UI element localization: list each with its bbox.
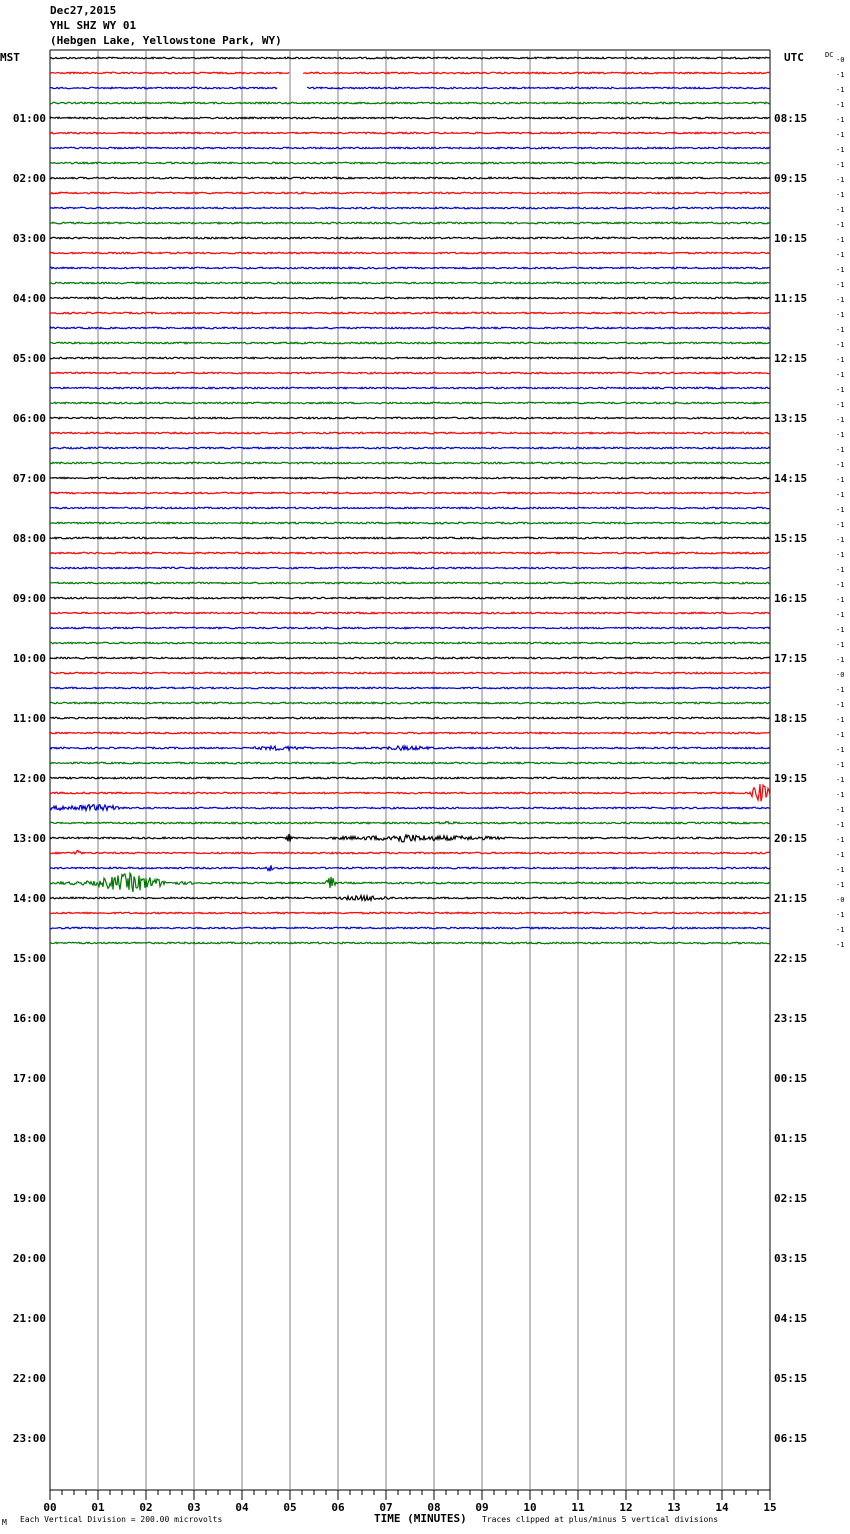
trace-line	[50, 117, 770, 119]
x-tick-label: 06	[331, 1501, 345, 1514]
trace-line	[50, 192, 770, 194]
utc-hour-label: 21:15	[774, 892, 808, 905]
utc-hour-label: 11:15	[774, 292, 808, 305]
trace-line	[50, 873, 770, 892]
mst-hour-label: 20:00	[12, 1252, 46, 1265]
utc-hour-label: 22:15	[774, 952, 808, 965]
trace-line	[50, 865, 770, 871]
x-tick-label: 09	[475, 1501, 489, 1514]
x-tick-label: 08	[427, 1501, 441, 1514]
x-tick-label: 13	[667, 1501, 681, 1514]
dc-offset-label: -1	[836, 71, 845, 79]
x-tick-label: 07	[379, 1501, 393, 1514]
dc-offset-label: -1	[836, 551, 845, 559]
mst-hour-label: 02:00	[12, 172, 46, 185]
trace-line	[50, 72, 770, 74]
utc-hour-label: 20:15	[774, 832, 808, 845]
x-axis-title: TIME (MINUTES)	[374, 1512, 467, 1525]
mst-hour-label: 18:00	[12, 1132, 46, 1145]
utc-hour-label: 17:15	[774, 652, 808, 665]
dc-offset-label: -1	[836, 836, 845, 844]
trace-line	[50, 552, 770, 554]
dc-offset-label: -1	[836, 236, 845, 244]
x-tick-label: 01	[91, 1501, 105, 1514]
utc-hour-label: 03:15	[774, 1252, 808, 1265]
dc-offset-label: -1	[836, 911, 845, 919]
utc-hour-label: 02:15	[774, 1192, 808, 1205]
dc-offset-label: -1	[836, 221, 845, 229]
dc-offset-label: -1	[836, 416, 845, 424]
dc-offset-label: -1	[836, 791, 845, 799]
trace-line	[50, 627, 770, 629]
dc-offset-label: -0	[836, 671, 845, 679]
dc-offset-label: -1	[836, 116, 845, 124]
trace-line	[50, 912, 770, 914]
trace-line	[50, 177, 770, 179]
dc-offset-label: -1	[836, 371, 845, 379]
mst-hour-label: 08:00	[12, 532, 46, 545]
trace-line	[50, 102, 770, 104]
utc-hour-label: 08:15	[774, 112, 808, 125]
dc-offset-label: -1	[836, 776, 845, 784]
dc-offset-label: -1	[836, 161, 845, 169]
x-tick-label: 00	[43, 1501, 57, 1514]
dc-offset-label: -1	[836, 251, 845, 259]
dc-offset-label: -1	[836, 341, 845, 349]
utc-hour-label: 05:15	[774, 1372, 808, 1385]
trace-line	[50, 477, 770, 479]
mst-hour-label: 21:00	[12, 1312, 46, 1325]
x-tick-label: 12	[619, 1501, 633, 1514]
dc-offset-label: -1	[836, 101, 845, 109]
dc-offset-label: -1	[836, 191, 845, 199]
dc-offset-label: -1	[836, 731, 845, 739]
x-tick-label: 10	[523, 1501, 537, 1514]
seismic-traces	[50, 57, 770, 944]
dc-offset-label: -1	[836, 596, 845, 604]
dc-offset-label: -1	[836, 401, 845, 409]
utc-hour-label: 18:15	[774, 712, 808, 725]
mst-hour-label: 07:00	[12, 472, 46, 485]
mst-hour-label: 14:00	[12, 892, 46, 905]
trace-line	[50, 822, 770, 824]
trace-line	[50, 702, 770, 704]
mst-hour-label: 03:00	[12, 232, 46, 245]
trace-line	[50, 372, 770, 374]
dc-label: DC	[825, 51, 834, 59]
dc-offset-label: -1	[836, 86, 845, 94]
x-tick-label: 02	[139, 1501, 153, 1514]
footer-clip: Traces clipped at plus/minus 5 vertical divisions	[482, 1515, 719, 1524]
trace-line	[50, 942, 770, 944]
utc-hour-label: 16:15	[774, 592, 808, 605]
x-tick-label: 05	[283, 1501, 297, 1514]
trace-line	[50, 834, 770, 842]
dc-offset-label: -1	[836, 431, 845, 439]
trace-line	[50, 927, 770, 929]
footer-mark: M	[2, 1518, 7, 1527]
dc-offset-label: -1	[836, 821, 845, 829]
trace-line	[50, 492, 770, 494]
mst-hour-label: 04:00	[12, 292, 46, 305]
header-station: YHL SHZ WY 01	[50, 19, 137, 32]
dc-offset-label: -1	[836, 641, 845, 649]
mst-hour-label: 09:00	[12, 592, 46, 605]
trace-line	[50, 462, 770, 464]
trace-line	[50, 147, 770, 149]
x-tick-label: 03	[187, 1501, 201, 1514]
trace-line	[50, 222, 770, 224]
mst-hour-label: 11:00	[12, 712, 46, 725]
mst-hour-label: 23:00	[12, 1432, 46, 1445]
header-date: Dec27,2015	[50, 4, 117, 17]
header-location: (Hebgen Lake, Yellowstone Park, WY)	[50, 34, 282, 47]
trace-line	[50, 522, 770, 524]
trace-line	[50, 567, 770, 569]
utc-hour-label: 23:15	[774, 1012, 808, 1025]
x-tick-label: 11	[571, 1501, 585, 1514]
x-tick-label: 04	[235, 1501, 249, 1514]
trace-line	[50, 507, 770, 509]
trace-line	[50, 57, 770, 59]
dc-offset-label: -1	[836, 941, 845, 949]
dc-offset-label: -1	[836, 206, 845, 214]
trace-line	[50, 237, 770, 239]
trace-line	[50, 402, 770, 404]
trace-line	[50, 582, 770, 584]
trace-line	[50, 657, 770, 659]
trace-line	[50, 132, 770, 134]
trace-line	[50, 432, 770, 434]
dc-offset-label: -1	[836, 461, 845, 469]
dc-offset-label: -1	[836, 686, 845, 694]
dc-offset-label: -1	[836, 521, 845, 529]
dc-offset-label: -1	[836, 131, 845, 139]
trace-line	[50, 282, 770, 284]
footer-scale: Each Vertical Division = 200.00 microvolts	[20, 1515, 223, 1524]
trace-line	[50, 597, 770, 599]
trace-line	[50, 87, 770, 89]
mst-hour-label: 13:00	[12, 832, 46, 845]
dc-offset-label: -1	[836, 386, 845, 394]
dc-offset-label: -1	[836, 146, 845, 154]
dc-offset-label: -1	[836, 296, 845, 304]
dc-offset-label: -1	[836, 881, 845, 889]
dc-offset-label: -1	[836, 506, 845, 514]
trace-line	[50, 732, 770, 734]
dc-offset-label: -1	[836, 626, 845, 634]
utc-label: UTC	[784, 51, 804, 64]
trace-line	[50, 357, 770, 359]
trace-line	[50, 207, 770, 209]
trace-line	[50, 162, 770, 164]
utc-hour-label: 10:15	[774, 232, 808, 245]
mst-hour-label: 16:00	[12, 1012, 46, 1025]
dc-offset-label: -1	[836, 581, 845, 589]
mst-hour-label: 12:00	[12, 772, 46, 785]
mst-hour-label: 17:00	[12, 1072, 46, 1085]
dc-offset-label: -1	[836, 806, 845, 814]
dc-offset-label: -1	[836, 926, 845, 934]
trace-line	[50, 447, 770, 449]
trace-line	[50, 746, 770, 750]
dc-offset-label: -1	[836, 701, 845, 709]
dc-offset-label: -1	[836, 266, 845, 274]
x-tick-label: 15	[763, 1501, 777, 1514]
mst-hour-label: 19:00	[12, 1192, 46, 1205]
mst-hour-label: 10:00	[12, 652, 46, 665]
dc-offset-label: -1	[836, 746, 845, 754]
trace-line	[50, 762, 770, 764]
trace-line	[50, 612, 770, 614]
dc-offset-label: -1	[836, 851, 845, 859]
mst-hour-label: 06:00	[12, 412, 46, 425]
trace-line	[50, 252, 770, 254]
utc-hour-label: 15:15	[774, 532, 808, 545]
trace-line	[50, 342, 770, 344]
dc-offset-label: -1	[836, 446, 845, 454]
trace-line	[50, 672, 770, 674]
trace-line	[50, 387, 770, 389]
trace-line	[50, 642, 770, 644]
trace-line	[50, 777, 770, 779]
trace-line	[50, 312, 770, 314]
utc-hour-label: 04:15	[774, 1312, 808, 1325]
trace-line	[50, 896, 770, 901]
dc-offset-label: -1	[836, 281, 845, 289]
dc-offset-label: -1	[836, 476, 845, 484]
mst-label: MST	[0, 51, 20, 64]
trace-line	[50, 805, 770, 811]
utc-hour-label: 12:15	[774, 352, 808, 365]
mst-hour-label: 05:00	[12, 352, 46, 365]
mst-hour-label: 15:00	[12, 952, 46, 965]
dc-offset-label: -1	[836, 491, 845, 499]
dc-offset-label: -0	[836, 896, 845, 904]
axis-labels	[13, 56, 845, 1514]
dc-offset-label: -1	[836, 716, 845, 724]
trace-line	[50, 417, 770, 419]
dc-offset-label: -1	[836, 356, 845, 364]
dc-offset-label: -1	[836, 566, 845, 574]
mst-hour-label: 22:00	[12, 1372, 46, 1385]
dc-offset-label: -1	[836, 311, 845, 319]
dc-offset-label: -1	[836, 176, 845, 184]
trace-line	[50, 687, 770, 689]
utc-hour-label: 06:15	[774, 1432, 808, 1445]
dc-offset-label: -0	[836, 56, 845, 64]
dc-offset-label: -1	[836, 866, 845, 874]
trace-line	[50, 717, 770, 719]
utc-hour-label: 01:15	[774, 1132, 808, 1145]
dc-offset-label: -1	[836, 536, 845, 544]
trace-line	[50, 297, 770, 299]
utc-hour-label: 14:15	[774, 472, 808, 485]
utc-hour-label: 00:15	[774, 1072, 808, 1085]
trace-line	[50, 327, 770, 329]
trace-line	[50, 537, 770, 539]
x-tick-label: 14	[715, 1501, 729, 1514]
trace-line	[50, 850, 770, 854]
trace-line	[50, 267, 770, 269]
dc-offset-label: -1	[836, 611, 845, 619]
utc-hour-label: 19:15	[774, 772, 808, 785]
mst-hour-label: 01:00	[12, 112, 46, 125]
dc-offset-label: -1	[836, 326, 845, 334]
utc-hour-label: 09:15	[774, 172, 808, 185]
dc-offset-label: -1	[836, 656, 845, 664]
utc-hour-label: 13:15	[774, 412, 808, 425]
trace-line	[50, 784, 770, 801]
dc-offset-label: -1	[836, 761, 845, 769]
